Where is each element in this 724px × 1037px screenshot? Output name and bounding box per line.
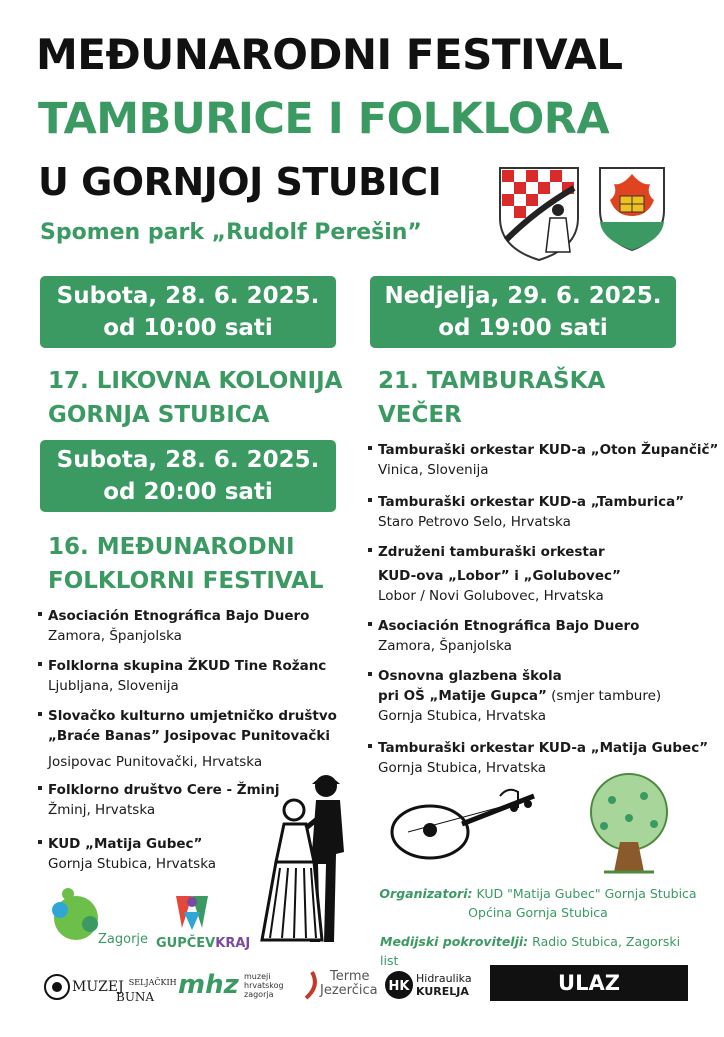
media-sponsors: Medijski pokrovitelji: Radio Stubica, Zagorski list (380, 934, 681, 968)
title-line-1: MEĐUNARODNI FESTIVAL (36, 30, 623, 79)
mhz-logo-text: muzeji hrvatskog zagorja (244, 972, 284, 999)
event2-time: od 20:00 sati (103, 479, 273, 505)
right-performer-4: Asociación Etnográfica Bajo Duero Zamora, Španjolska (368, 616, 639, 656)
left-performer-5: KUD „Matija Gubec” Gornja Stubica, Hrvatska (38, 834, 216, 874)
terme-logo-text: Terme Jezerčica (320, 969, 378, 998)
venue: Spomen park „Rudolf Perešin” (40, 220, 422, 245)
right-performer-3: Združeni tamburaški orkestar KUD-ova „Lobor” i „Golubovec” Lobor / Novi Golubovec, Hrvatska (368, 542, 621, 606)
right-performer-5: Osnovna glazbena škola pri OŠ „Matije Gupca” (smjer tambure) Gornja Stubica, Hrvatska (368, 666, 661, 726)
dancers-illustration (256, 772, 366, 948)
coat-of-arms-right (598, 166, 666, 252)
muzej-logo-text: MUZEJ $^{SELJAČKIH}$ BUNA (72, 978, 177, 1004)
mhz-logo: mhz (178, 970, 239, 1000)
right-performer-2: Tamburaški orkestar KUD-a „Tamburica” Staro Petrovo Selo, Hrvatska (368, 492, 684, 532)
left-performer-4: Folklorno društvo Cere - Žminj Žminj, Hrvatska (38, 780, 280, 820)
tambura-illustration (388, 784, 548, 866)
hidraulika-logo-text: Hidraulika KURELJA (416, 972, 472, 998)
title-line-3: U GORNJOJ STUBICI (38, 160, 442, 204)
left-performer-3: Slovačko kulturno umjetničko društvo „Braće Banas” Josipovac Punitovački Josipovac Punitovački, Hrvatska (38, 706, 337, 772)
left-performer-1: Asociación Etnográfica Bajo Duero Zamora, Španjolska (38, 606, 309, 646)
gupcev-kraj-logo (170, 892, 214, 932)
event3-time: od 19:00 sati (438, 315, 608, 341)
title-line-2: TAMBURICE I FOLKLORA (38, 94, 610, 144)
event1-badge (40, 276, 336, 348)
right-performer-6: Tamburaški orkestar KUD-a „Matija Gubec” Gornja Stubica, Hrvatska (368, 738, 708, 778)
event2-date: Subota, 28. 6. 2025. (56, 447, 320, 473)
event3-title: 21. TAMBURAŠKA VEČER (378, 368, 606, 428)
event2-title: 16. MEĐUNARODNI FOLKLORNI FESTIVAL (48, 534, 324, 594)
organizers: Organizatori: KUD "Matija Gubec" Gornja Stubica Općina Gornja Stubica (379, 886, 697, 920)
hidraulika-logo-icon (384, 970, 414, 1000)
coat-of-arms-left (496, 166, 582, 262)
event1-title: 17. LIKOVNA KOLONIJA GORNJA STUBICA (48, 368, 343, 428)
event2-badge (40, 440, 336, 512)
event3-badge (370, 276, 676, 348)
event3-date: Nedjelja, 29. 6. 2025. (384, 283, 662, 309)
terme-logo-icon (302, 970, 322, 1000)
tree-illustration (574, 772, 684, 876)
right-performer-1: Tamburaški orkestar KUD-a „Oton Župančič” Vinica, Slovenija (368, 440, 718, 480)
muzej-logo-icon (44, 974, 70, 1000)
gupcev-kraj-label: GUPČEVKRAJ (156, 936, 251, 951)
event1-time: od 10:00 sati (103, 315, 273, 341)
zagorje-label: Zagorje (98, 932, 149, 947)
svg-text:HK: HK (388, 979, 410, 994)
free-entry-banner: ULAZ SLOBODAN (490, 965, 688, 1001)
event1-date: Subota, 28. 6. 2025. (56, 283, 320, 309)
left-performer-2: Folklorna skupina ŽKUD Tine Rožanc Ljubljana, Slovenija (38, 656, 326, 696)
